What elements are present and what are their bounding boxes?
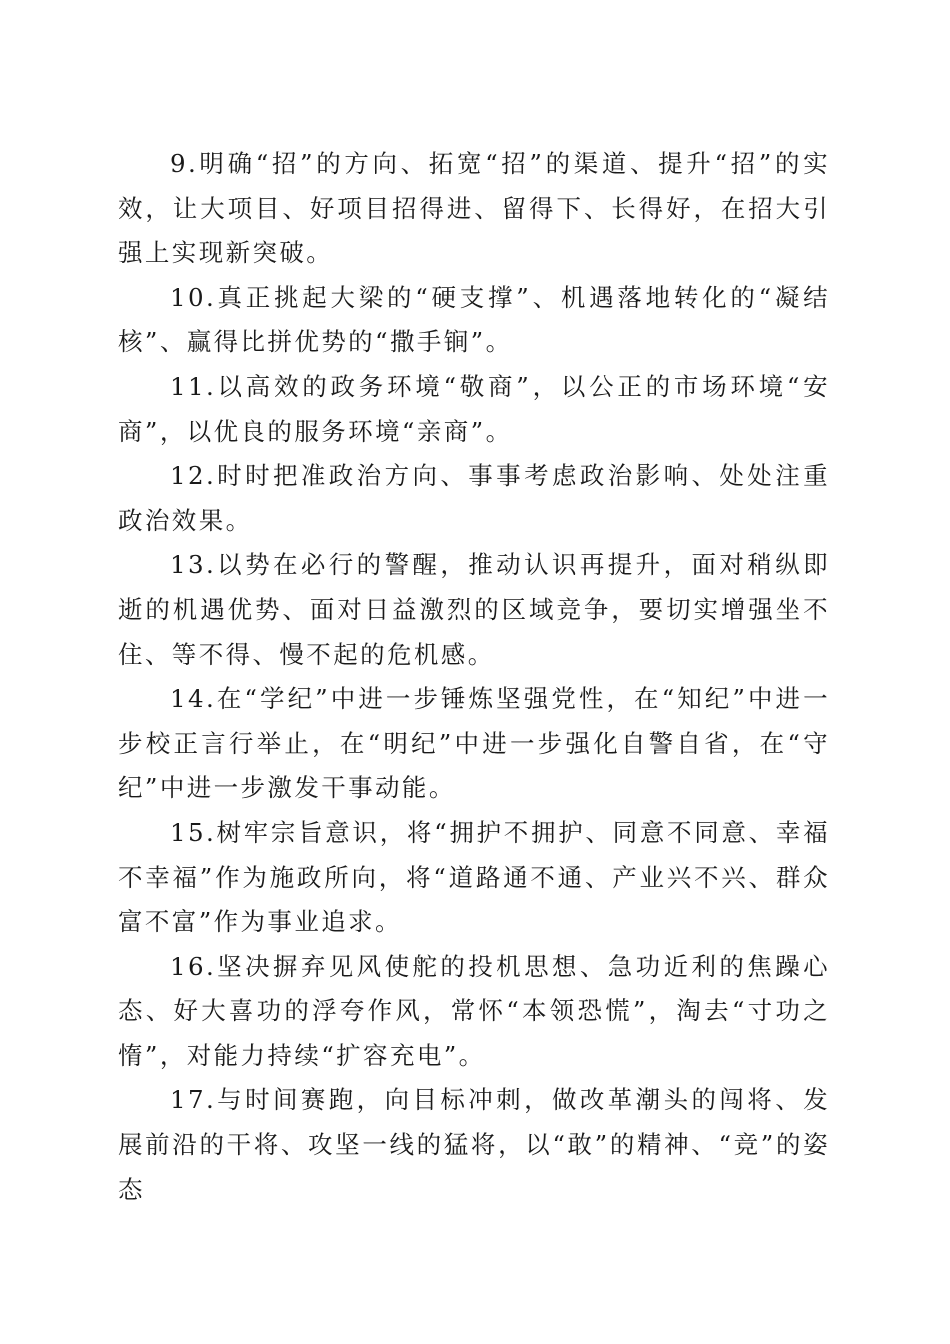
paragraph-item-15: 15.树牢宗旨意识，将“拥护不拥护、同意不同意、幸福不幸福”作为施政所向，将“道路通不通、产业兴不兴、群众富不富”作为事业追求。 [118,817,830,937]
document-body [118,142,830,1212]
paragraph-item-10: 10.真正挑起大梁的“硬支撑”、机遇落地转化的“凝结核”、赢得比拼优势的“撒手锏”。 [118,282,830,357]
paragraph-item-9: 9.明确“招”的方向、拓宽“招”的渠道、提升“招”的实效，让大项目、好项目招得进、留得下、长得好，在招大引强上实现新突破。 [118,149,830,268]
paragraph-item-16: 16.坚决摒弃见风使舵的投机思想、急功近利的焦躁心态、好大喜功的浮夸作风，常怀“本领恐慌”，淘去“寸功之惰”，对能力持续“扩容充电”。 [118,951,830,1070]
paragraph-item-17: 17.与时间赛跑，向目标冲刺，做改革潮头的闯将、发展前沿的干将、攻坚一线的猛将，以“敢”的精神、“竞”的姿态 [118,1085,830,1204]
paragraph-item-13: 13.以势在必行的警醒，推动认识再提升，面对稍纵即逝的机遇优势、面对日益激烈的区域竞争，要切实增强坐不住、等不得、慢不起的危机感。 [118,550,830,669]
paragraph-item-14: 14.在“学纪”中进一步锤炼坚强党性，在“知纪”中进一步校正言行举止，在“明纪”中进一步强化自警自省，在“守纪”中进一步激发干事动能。 [118,684,830,803]
paragraph-item-11: 11.以高效的政务环境“敬商”，以公正的市场环境“安商”，以优良的服务环境“亲商”。 [118,371,830,446]
paragraph-item-12: 12.时时把准政治方向、事事考虑政治影响、处处注重政治效果。 [118,461,830,535]
